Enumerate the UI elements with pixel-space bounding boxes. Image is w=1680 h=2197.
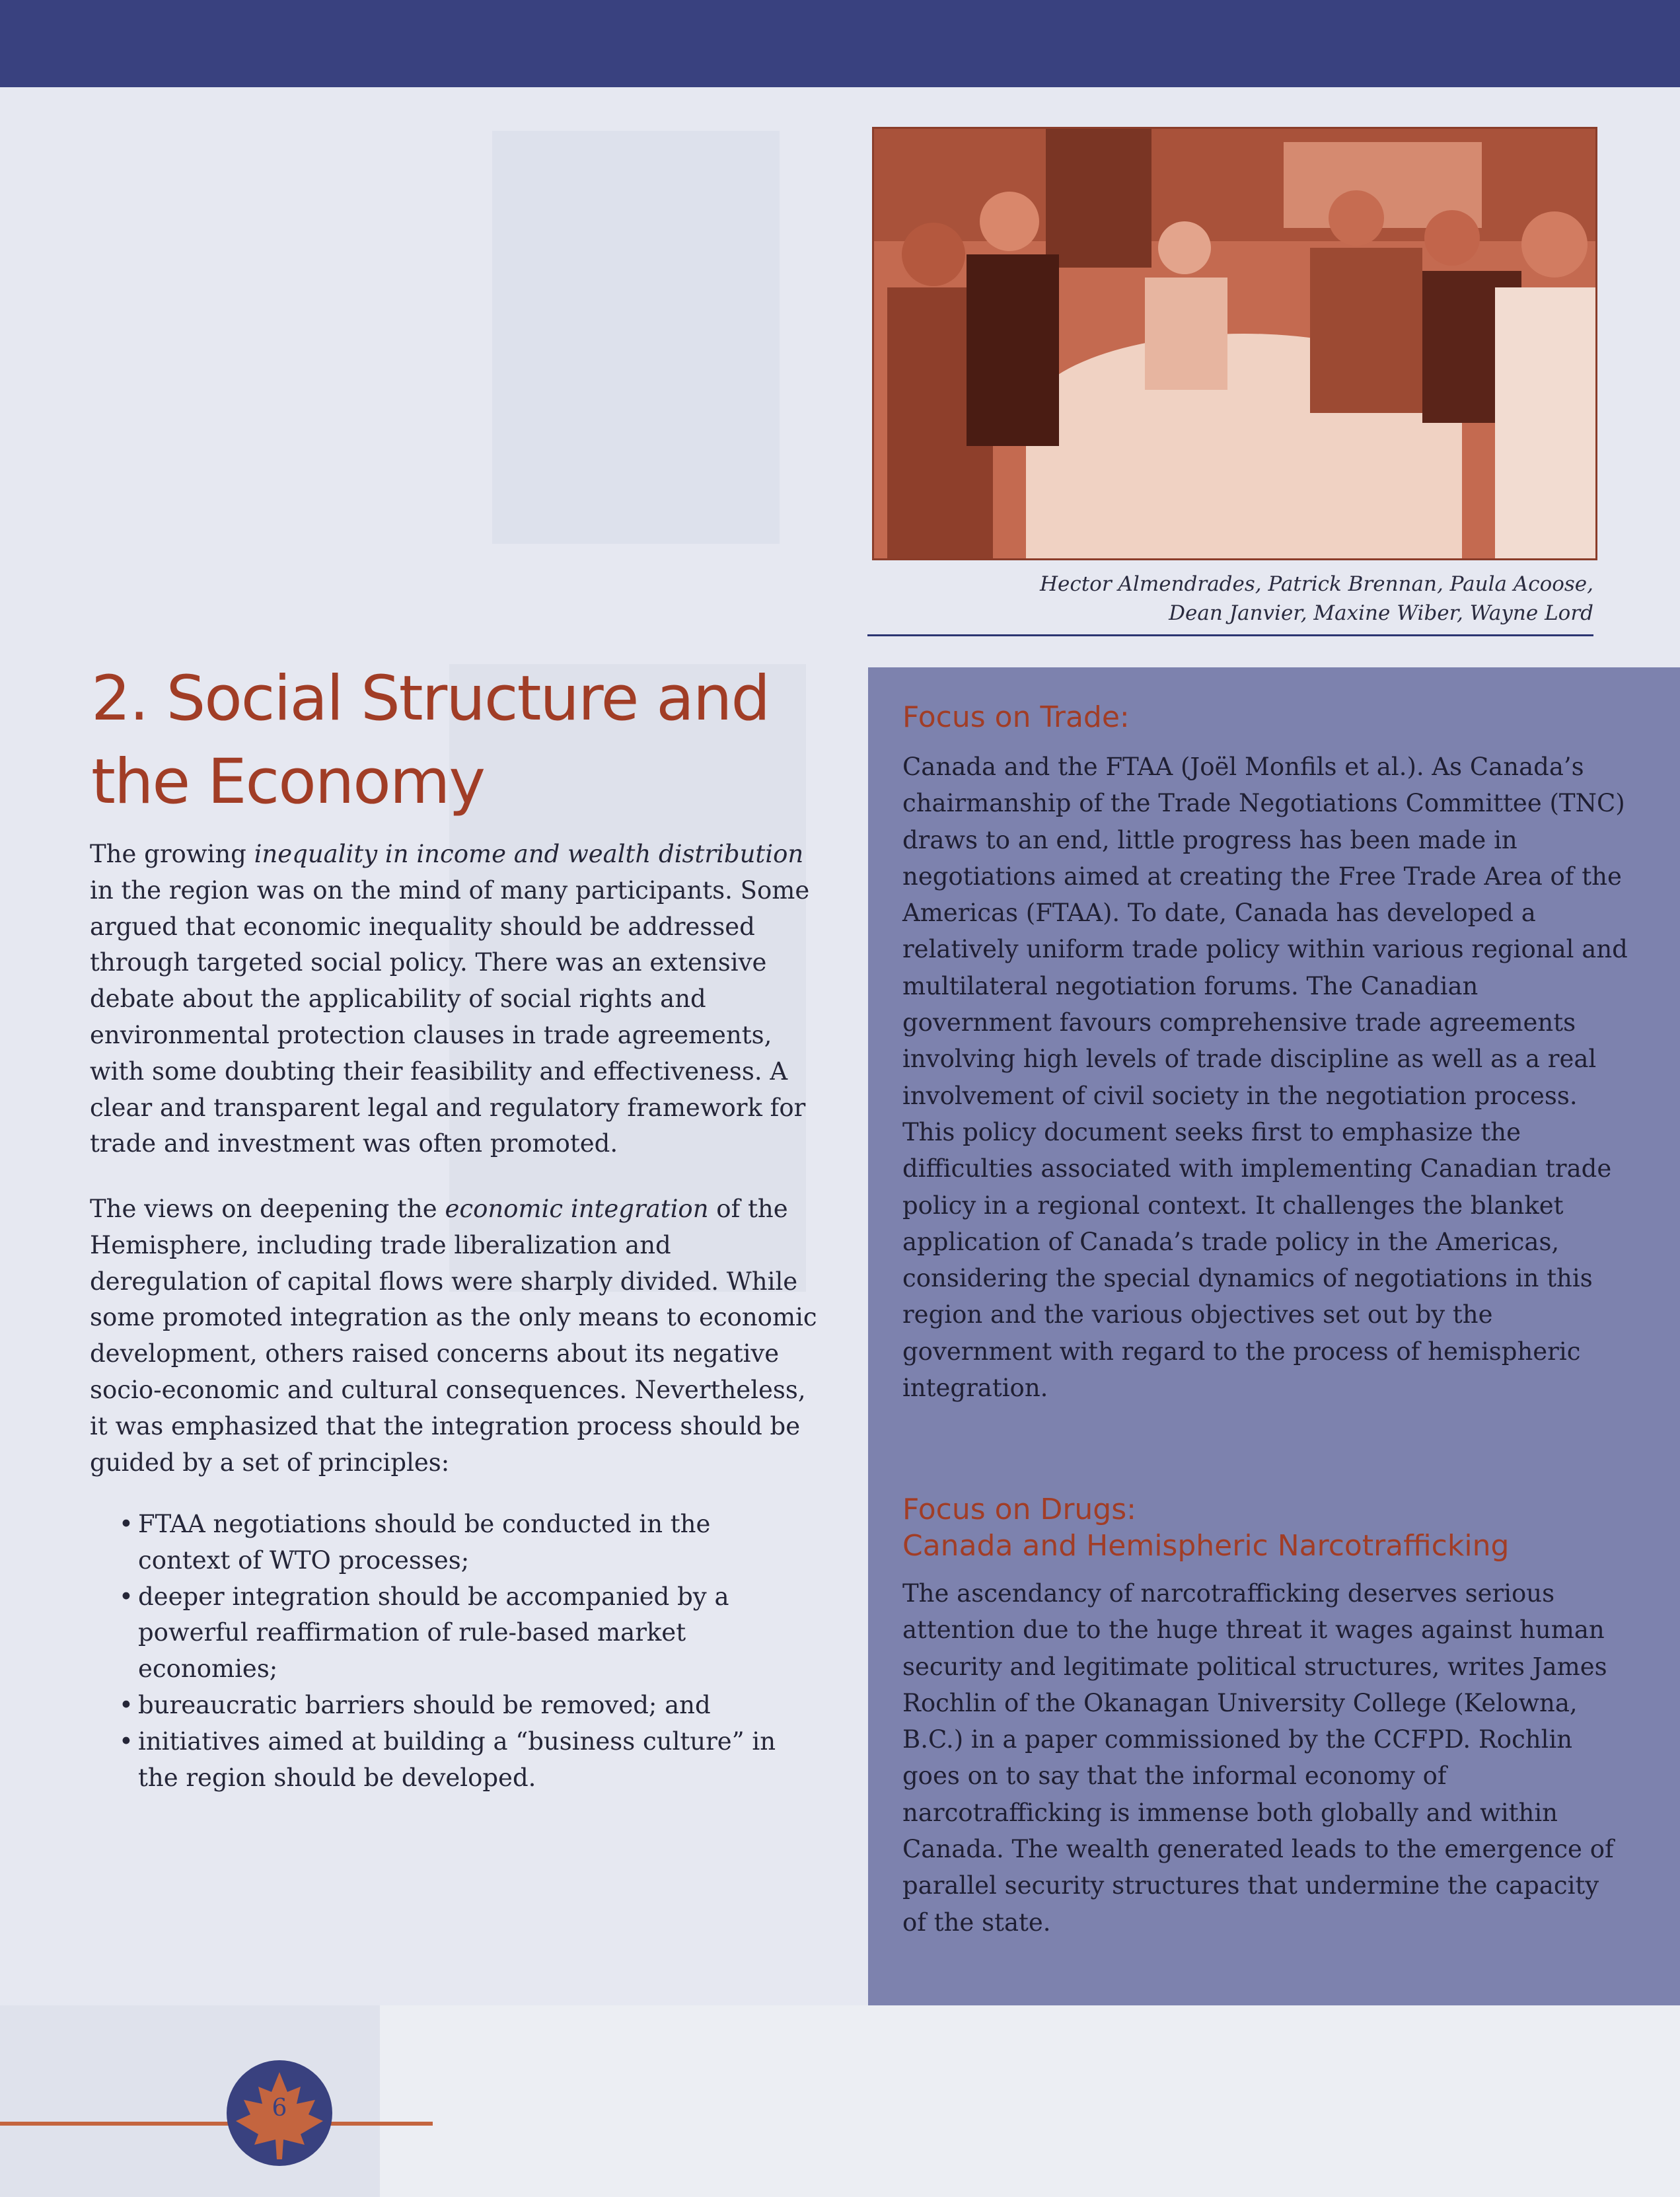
focus-trade-text: Canada and the FTAA (Joël Monfils et al.). As Canada’s chairmanship of the Trade Negotiations Committee (TNC) draws to an end, little progress has been made in negotiations aimed at creating the Free Trade Area of the Americas (FTAA). To date, Canada has developed a relatively uniform trade policy within various regional and multilateral negotiation forums. The Canadian government favours comprehensive trade agreements involving high levels of trade discipline as well as a real involvement of civil society in the negotiation process. This policy document seeks first to emphasize the difficulties associated with implementing Canadian trade policy in a regional context. It challenges the blanket application of Canada’s trade policy in the Americas, considering the special dynamics of negotiations in this region and the various objectives set out by the government with regard to the process of hemispheric integration.: [902, 753, 1628, 1403]
p2-emphasis: economic integration: [445, 1195, 709, 1223]
photo-caption-line-2: Dean Janvier, Maxine Wiber, Wayne Lord: [1169, 601, 1593, 625]
focus-drugs-heading-line-2: Canada and Hemispheric Narcotrafficking: [902, 1529, 1510, 1563]
page-number: 6: [272, 2095, 287, 2122]
focus-drugs-text: The ascendancy of narcotrafficking deserves serious attention due to the huge threat it wages against human security and legitimate political structures, writes James Rochlin of the Okanagan University College (Kelowna, B.C.) in a paper commissioned by the CCFPD. Rochlin goes on to say that the informal economy of narcotrafficking is immense both globally and within Canada. The wealth generated leads to the emergence of parallel security structures that undermine the capacity of the state.: [902, 1579, 1614, 1937]
focus-trade-heading: Focus on Trade:: [902, 700, 1130, 734]
footer-rule: [0, 2122, 433, 2126]
list-item: • initiatives aimed at building a “business culture” in the region should be developed.: [119, 1724, 780, 1797]
principles-list: [119, 1507, 780, 1796]
p1-text-end: in the region was on the mind of many participants. Some argued that economic inequality should be addressed through targeted social policy. There was an extensive debate about the applicability of social rights and environmental protection clauses in trade agreements, with some doubting their feasibility and effectiveness. A clear and transparent legal and regulatory framework for trade and investment was often promoted.: [90, 875, 810, 1158]
photo-caption: [872, 570, 1593, 628]
p2-text-start: The views on deepening the: [90, 1195, 445, 1223]
p1-text-start: The growing: [90, 840, 254, 868]
p1-emphasis: inequality in income and wealth distribution: [254, 840, 804, 868]
section-title-line-1: 2. Social Structure and: [91, 663, 770, 735]
group-photo-illustration: [874, 129, 1595, 558]
lower-right-area: [380, 2005, 1680, 2197]
paragraph-inequality: [90, 837, 830, 1162]
list-item: • bureaucratic barriers should be removed; and: [119, 1688, 780, 1724]
p2-text-end: of the Hemisphere, including trade liberalization and deregulation of capital flows were sharply divided. While some promoted integration as the only means to economic development, others raised concerns about its negative socio-economic and cultural consequences. Nevertheless, it was emphasized that the integration process should be guided by a set of principles:: [90, 1195, 817, 1477]
focus-drugs-heading-line-1: Focus on Drugs:: [902, 1493, 1136, 1526]
caption-divider: [867, 634, 1593, 636]
group-photo: [872, 127, 1597, 560]
section-title-line-2: the Economy: [91, 746, 485, 818]
top-color-band: [0, 0, 1680, 87]
section-title: [91, 657, 818, 824]
background-ghost-image: [492, 131, 780, 544]
focus-drugs-heading: [902, 1491, 1563, 1564]
photo-caption-line-1: Hector Almendrades, Patrick Brennan, Paula Acoose,: [1039, 572, 1593, 596]
paragraph-integration: [90, 1191, 830, 1481]
list-item: • deeper integration should be accompanied by a powerful reaffirmation of rule-based market economies;: [119, 1579, 780, 1688]
list-item: • FTAA negotiations should be conducted in the context of WTO processes;: [119, 1507, 780, 1579]
